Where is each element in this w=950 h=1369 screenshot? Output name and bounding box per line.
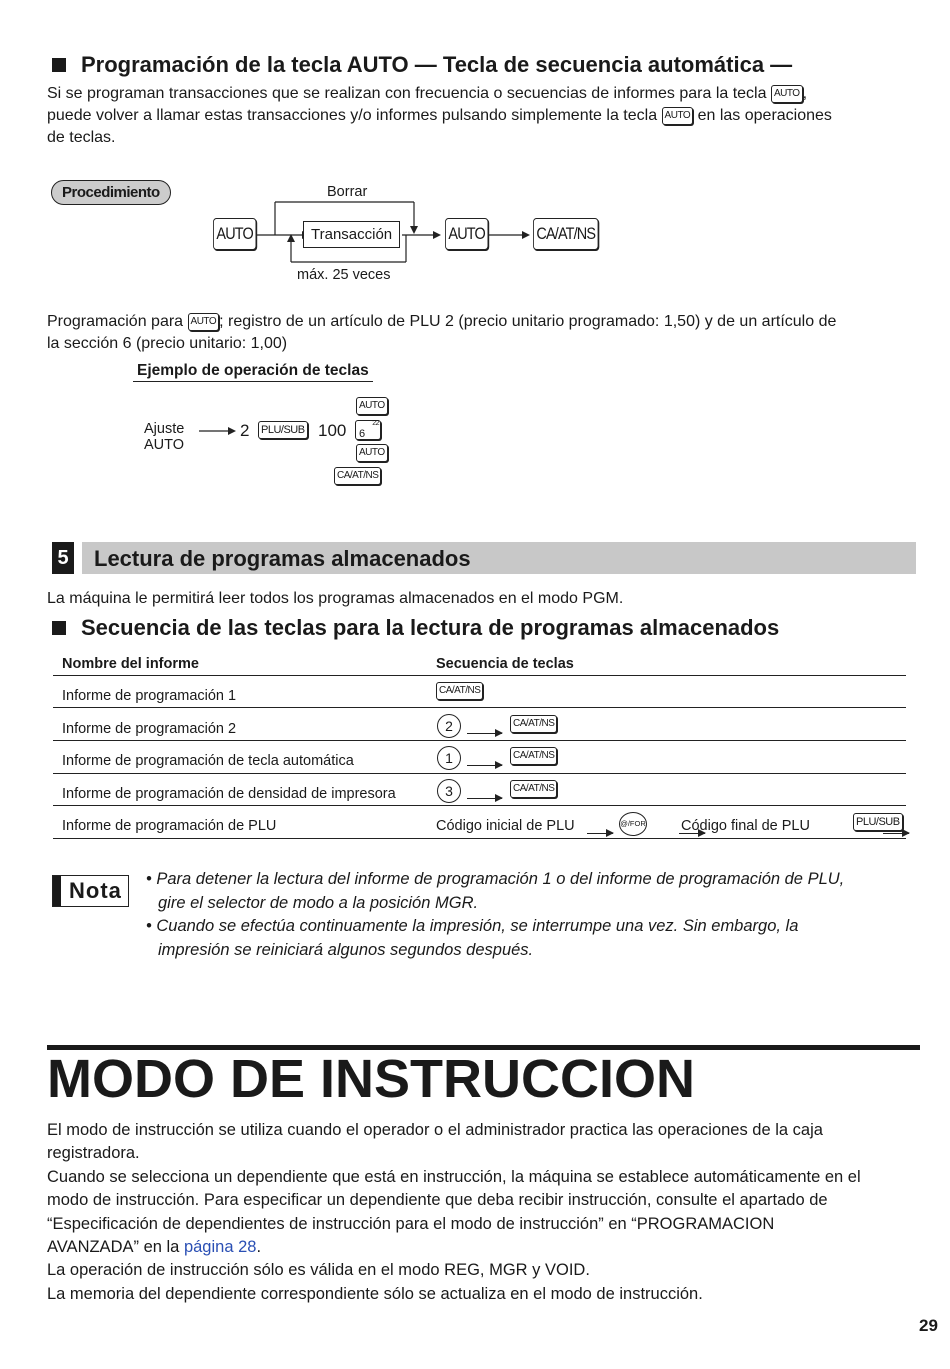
table-header-name: Nombre del informe [62,656,199,672]
auto-key-icon: AUTO [188,313,220,331]
arrow-icon [587,833,613,834]
arrow-icon [467,765,502,766]
table-row: Informe de programación de densidad de impresora 3 CA/AT/NS [53,773,906,806]
max-repeat-label: máx. 25 veces [297,267,391,283]
plusub-key-icon: PLU/SUB [258,421,308,439]
example-number-100: 100 [318,421,347,440]
auto-key-icon: AUTO [662,107,694,125]
table-row: Informe de programación 1 CA/AT/NS [53,675,906,708]
digit-key-icon: 3 [437,779,461,803]
arrow-icon [467,798,502,799]
auto-key-button: AUTO [445,218,488,250]
chapter-title: MODO DE INSTRUCCION [47,1049,695,1109]
arrow-icon [883,833,909,834]
caatns-key-button: CA/AT/NS [533,218,599,250]
dept6-key-icon: 6 22 [355,420,381,440]
page-28-link[interactable]: página 28 [183,1238,257,1257]
procedure-label: Procedimiento [51,180,171,205]
ajuste-auto-label: Ajuste AUTO [144,421,185,453]
caatns-key-icon: CA/AT/NS [510,747,557,765]
auto-key-heading: Programación de la tecla AUTO — Tecla de secuencia automática — [52,52,792,78]
square-bullet-icon [52,621,66,635]
example-number-2: 2 [240,421,250,440]
nota-label: Nota [52,875,129,907]
arrow-icon [467,733,502,734]
chapter-body: El modo de instrucción se utiliza cuando el operador o el administrador practica las operaciones de la caja registradora. Cuando se selecciona un dependiente que está en instrucción, la máquina se establece automáticamente en el modo de instrucción. Para especificar un dependiente que deba recibir instrucción, consulte el apartado de “Especificación de dependientes de instrucción para el modo de instrucción” en “PROGRAMACION AVANZADA” en la página 28. La operación de instrucción sólo es válida en el modo REG, MGR y VOID. La memoria del dependiente correspondiente sólo se actualiza en el modo de instrucción. [47,1121,861,1303]
for-key-icon: @/FOR [619,812,647,836]
table-header-sequence: Secuencia de teclas [436,656,574,672]
table-row: Informe de programación 2 2 CA/AT/NS [53,708,906,741]
transaction-box: Transacción [303,221,400,248]
borrar-label: Borrar [327,184,368,200]
auto-key-intro: Si se programan transacciones que se realizan con frecuencia o secuencias de informes para la tecla AUTO , puede volver a llamar estas transacciones y/o informes pulsando simplemente la tecla AUTO en las operaciones de teclas. [47,85,832,146]
auto-key-icon: AUTO [771,85,803,103]
digit-key-icon: 1 [437,746,461,770]
auto-key-icon: AUTO [356,444,388,462]
auto-key-icon: AUTO [356,397,388,415]
section5-number: 5 [52,542,74,574]
plusub-key-icon: PLU/SUB [853,813,903,831]
programming-example-text: Programación para AUTO ; registro de un artículo de PLU 2 (precio unitario programado: 1,50) y de un artículo de la sección 6 (precio unitario: 1,00) [47,313,837,352]
section5-intro: La máquina le permitirá leer todos los programas almacenados en el modo PGM. [47,590,624,607]
caatns-key-icon: CA/AT/NS [334,467,381,485]
caatns-key-icon: CA/AT/NS [510,780,557,798]
table-row: Informe de programación de tecla automática 1 CA/AT/NS [53,741,906,774]
example-arrow [199,425,239,437]
section5-title: Lectura de programas almacenados [94,546,471,571]
auto-key-button: AUTO [213,218,256,250]
section5-subheading: Secuencia de las teclas para la lectura de programas almacenados [52,615,779,641]
digit-key-icon: 2 [437,714,461,738]
caatns-key-icon: CA/AT/NS [436,682,483,700]
nota-text: • Para detener la lectura del informe de programación 1 o del informe de programación de PLU, gire el selector de modo a la posición MGR. • Cuando se efectúa continuamente la impresión, se interrumpe una vez. Sin embargo, la impresión se reiniciará algunos segundos después. [146,870,845,959]
caatns-key-icon: CA/AT/NS [510,715,557,733]
table-row: Informe de programación de PLU Código inicial de PLU @/FOR Código final de PLU PLU/SUB [53,806,906,839]
page-number: 29 [919,1316,938,1335]
square-bullet-icon [52,58,66,72]
example-title: Ejemplo de operación de teclas [133,362,373,382]
